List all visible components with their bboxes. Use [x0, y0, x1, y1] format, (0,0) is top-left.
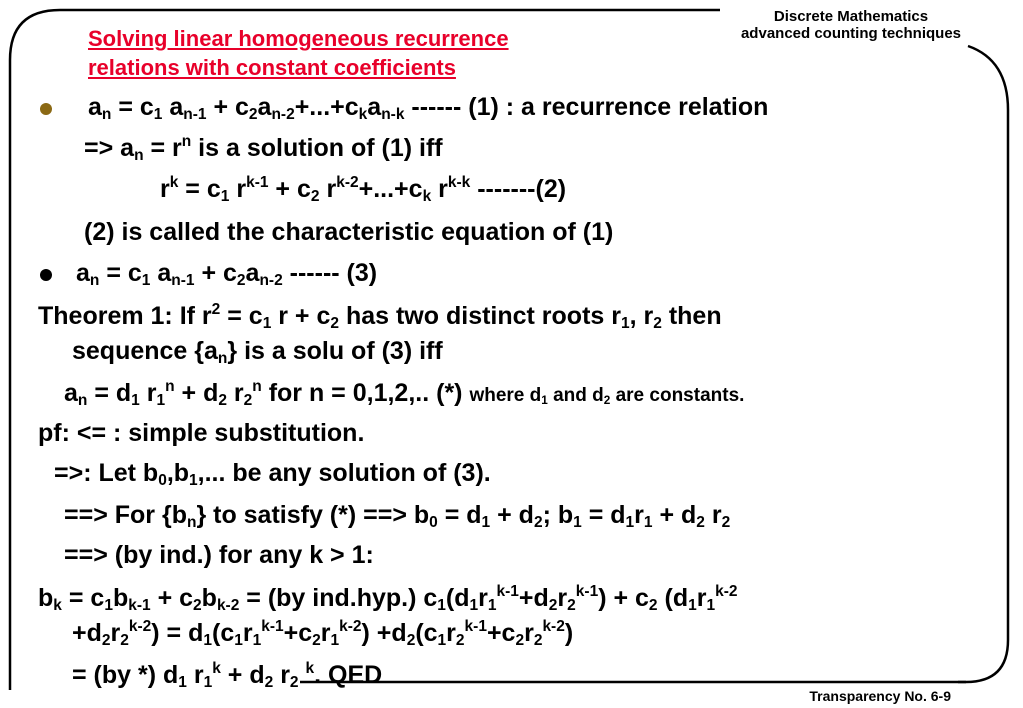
qed-line: = (by *) $d_1$ $r_1^k + d_2$ $r_2$ $^k$. QED [72, 659, 383, 691]
transparency-number: Transparency No. 6-9 [809, 688, 951, 704]
theorem-line: Theorem 1: If $r^2 = c_1$ $r + c_2$ has two distinct roots $r_1$, $r_2$ then [38, 300, 722, 332]
course-title: Discrete Mathematics [773, 8, 929, 25]
theorem-continuation: sequence $\{a_n\}$ is a solu of (3) iff [72, 337, 443, 367]
course-subtitle: advanced counting techniques [740, 25, 962, 42]
proof-let-line: =>: Let $b_0,b_1$,... be any solution of (3). [54, 459, 491, 489]
proof-line: pf: <= : simple substitution. [38, 419, 365, 447]
closed-form-line: $a_n = d_1$ $r_1^n + d_2$ $r_2^n$ for n = 0,1,2,.. (*) where $d_1$ and $d_2$ are constants. [64, 377, 745, 409]
induction-line: ==> (by ind.) for any k > 1: [64, 541, 374, 569]
induction-step-line: $b_k = c_1b_{k-1} + c_2b_{k-2} = (by$ ind.hyp.) $c_1(d_1r_1^{k-1}+d_2r_2^{k-1}) + c_2$ ($d_1r_1^{k-2}$ [38, 582, 738, 614]
characteristic-note-line: (2) is called the characteristic equation of (1) [84, 218, 614, 246]
second-order-line: $a_n = c_1$ $a_{n-1} + c_2a_{n-2}$ ------ (3) [40, 258, 377, 288]
bullet-icon [40, 103, 52, 115]
recurrence-line: $a_n = c_1$ $a_{n-1} + c_2a_{n-2}+...+c_ka_{n-k}$ ------ (1) : a recurrence relation [40, 92, 768, 122]
characteristic-equation-line: $r^k = c_1$ $r^{k-1} + c_2$ $r^{k-2}+...+c_k$ $r^{k-k}$ -------(2) [160, 173, 567, 205]
induction-step-continuation: $+d_2r_2^{k-2}) = d_1(c_1r_1^{k-1}+c_2r_1^{k-2}) +d_2(c_1r_2^{k-1}+c_2r_2^{k-2})$ [72, 617, 574, 649]
solution-line: => $a_n = r^n$ is a solution of (1) iff [84, 132, 443, 164]
proof-for-line: ==> For $\{b_n\}$ to satisfy (*) ==> $b_0 = d_1 + d_2$; $b_1 = d_1r_1 + d_2$ $r_2$ [64, 501, 731, 531]
slide-title: Solving linear homogeneous recurrence relations with constant coefficients [88, 26, 509, 80]
bullet-icon [40, 269, 52, 281]
